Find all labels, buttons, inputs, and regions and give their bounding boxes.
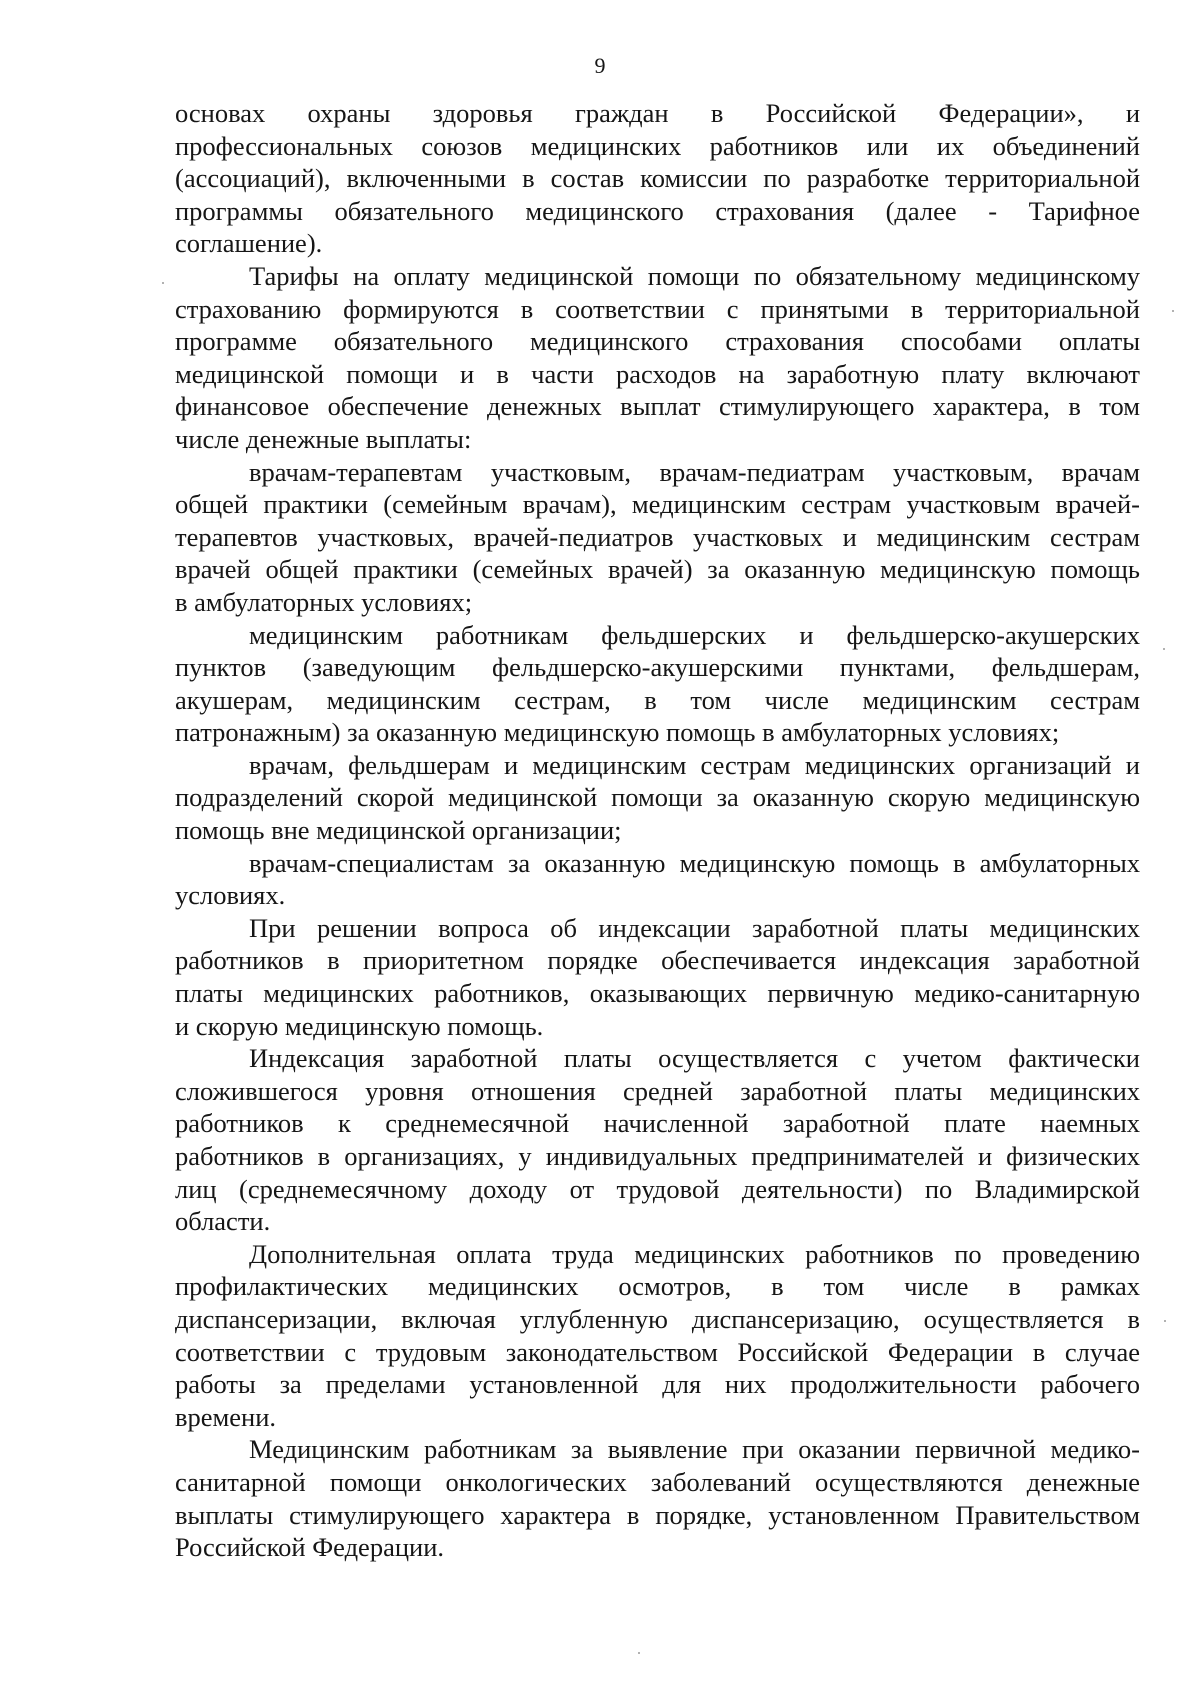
text-line: патронажным) за оказанную медицинскую помощь в амбулаторных условиях;: [175, 717, 1060, 748]
text-line: Тарифы на оплату медицинской помощи по обязательному медицинскому: [249, 260, 1140, 291]
text-line: профессиональных союзов медицинских работников или их объединений: [175, 130, 1140, 161]
text-line: работников в организациях, у индивидуальных предпринимателей и физических: [175, 1141, 1140, 1171]
paragraph: [175, 97, 1140, 260]
text-line: соглашение).: [175, 228, 323, 259]
text-line: профилактических медицинских осмотров, в том числе в рамках: [175, 1271, 1140, 1302]
text-line: терапевтов участковых, врачей-педиатров участковых и медицинским сестрам: [175, 521, 1140, 552]
text-line: пунктов (заведующим фельдшерско-акушерскими пунктами, фельдшерам,: [175, 652, 1140, 683]
text-line: основах охраны здоровья граждан в Российской Федерации», и: [175, 98, 1140, 128]
text-line: лиц (среднемесячному доходу от трудовой деятельности) по Владимирской: [175, 1173, 1140, 1204]
text-line: медицинской помощи и в части расходов на заработную плату включают: [175, 358, 1140, 389]
scan-speck: [1163, 648, 1165, 650]
text-line: работы за пределами установленной для них продолжительности рабочего: [175, 1369, 1140, 1400]
text-line: врачам-специалистам за оказанную медицинскую помощь в амбулаторных: [249, 847, 1140, 878]
text-line: медицинским работникам фельдшерских и фельдшерско-акушерских: [249, 619, 1140, 650]
page-number: 9: [594, 53, 606, 78]
text-line: финансовое обеспечение денежных выплат стимулирующего характера, в том: [175, 391, 1140, 422]
paragraph: [175, 847, 1140, 912]
text-line: в амбулаторных условиях;: [175, 586, 473, 617]
scan-speck: [162, 282, 164, 284]
paragraph: [175, 912, 1140, 1042]
paragraph: [175, 1238, 1140, 1434]
paragraph: [175, 456, 1140, 619]
paragraph: [175, 1042, 1140, 1238]
scan-speck: [1172, 310, 1174, 312]
text-line: времени.: [175, 1401, 277, 1432]
text-line: Медицинским работникам за выявление при оказании первичной медико-: [249, 1434, 1140, 1465]
text-line: условиях.: [175, 880, 286, 911]
paragraph: [175, 1433, 1140, 1563]
paragraph: [175, 260, 1140, 456]
text-line: подразделений скорой медицинской помощи за оказанную скорую медицинскую: [175, 782, 1140, 813]
text-line: врачам, фельдшерам и медицинским сестрам медицинских организаций и: [249, 749, 1140, 780]
document-body: [175, 97, 1140, 1564]
text-line: врачей общей практики (семейных врачей) за оказанную медицинскую помощь: [175, 554, 1140, 585]
text-line: диспансеризации, включая углубленную диспансеризацию, осуществляется в: [175, 1303, 1140, 1334]
text-line: программе обязательного медицинского страхования способами оплаты: [175, 326, 1140, 357]
text-line: и скорую медицинскую помощь.: [175, 1010, 544, 1041]
text-line: врачам-терапевтам участковым, врачам-педиатрам участковым, врачам: [249, 456, 1140, 487]
text-line: (ассоциаций), включенными в состав комиссии по разработке территориальной: [175, 163, 1140, 194]
text-line: санитарной помощи онкологических заболеваний осуществляются денежные: [175, 1466, 1140, 1497]
text-line: выплаты стимулирующего характера в порядке, установленном Правительством: [175, 1499, 1140, 1530]
text-line: помощь вне медицинской организации;: [175, 815, 622, 846]
text-line: акушерам, медицинским сестрам, в том числе медицинским сестрам: [175, 684, 1140, 715]
text-line: сложившегося уровня отношения средней заработной платы медицинских: [175, 1075, 1140, 1106]
text-line: числе денежные выплаты:: [175, 423, 472, 454]
text-line: работников к среднемесячной начисленной заработной плате наемных: [175, 1108, 1140, 1139]
text-line: При решении вопроса об индексации заработной платы медицинских: [249, 912, 1140, 943]
text-line: Российской Федерации.: [175, 1532, 444, 1563]
scan-speck: [638, 1652, 640, 1654]
text-line: области.: [175, 1206, 271, 1237]
text-line: страхованию формируются в соответствии с принятыми в территориальной: [175, 293, 1140, 324]
scan-speck: [1164, 1320, 1166, 1322]
text-line: общей практики (семейным врачам), медицинским сестрам участковым врачей-: [175, 489, 1140, 520]
text-line: Индексация заработной платы осуществляется с учетом фактически: [249, 1043, 1140, 1074]
text-line: платы медицинских работников, оказывающих первичную медико-санитарную: [175, 978, 1140, 1009]
paragraph: [175, 749, 1140, 847]
text-line: соответствии с трудовым законодательством Российской Федерации в случае: [175, 1336, 1140, 1367]
text-line: программы обязательного медицинского страхования (далее - Тарифное: [175, 195, 1140, 226]
paragraph: [175, 619, 1140, 749]
text-line: работников в приоритетном порядке обеспечивается индексация заработной: [175, 945, 1140, 976]
text-line: Дополнительная оплата труда медицинских работников по проведению: [249, 1238, 1140, 1269]
